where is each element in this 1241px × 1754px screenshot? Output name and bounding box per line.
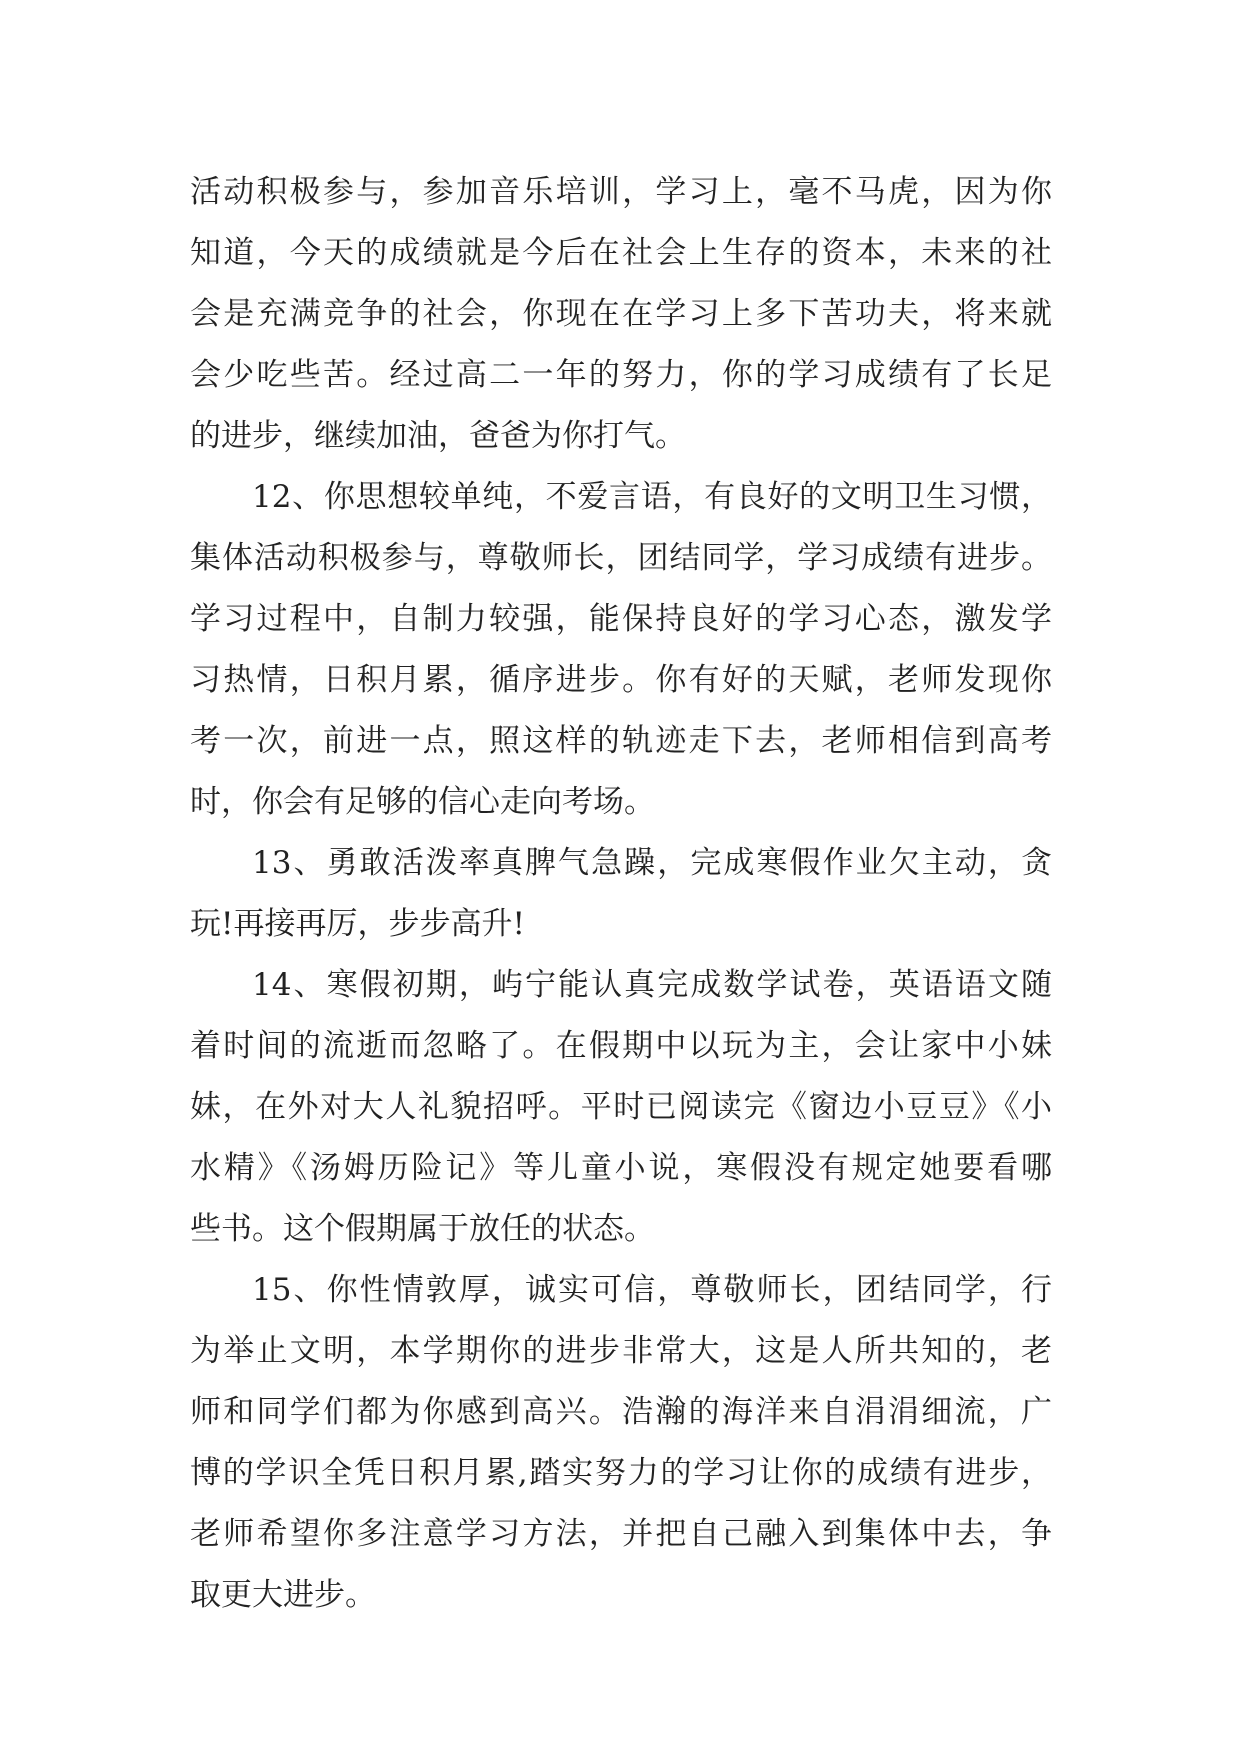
text-line: 老师希望你多注意学习方法，并把自己融入到集体中去，争 bbox=[190, 1516, 1052, 1552]
paragraph-continued bbox=[190, 162, 1052, 467]
text-line: 14、寒假初期，屿宁能认真完成数学试卷，英语语文随 bbox=[252, 967, 1052, 1003]
text-line: 会是充满竞争的社会，你现在在学习上多下苦功夫，将来就 bbox=[190, 296, 1052, 332]
text-line: 师和同学们都为你感到高兴。浩瀚的海洋来自涓涓细流，广 bbox=[190, 1394, 1052, 1430]
paragraph-14 bbox=[190, 955, 1052, 1260]
text-line: 习热情，日积月累，循序进步。你有好的天赋，老师发现你 bbox=[190, 662, 1052, 698]
document-body bbox=[190, 162, 1052, 1626]
paragraph-13 bbox=[190, 833, 1052, 955]
text-line: 的进步，继续加油，爸爸为你打气。 bbox=[190, 418, 686, 454]
text-line: 会少吃些苦。经过高二一年的努力，你的学习成绩有了长足 bbox=[190, 357, 1052, 393]
text-line: 13、勇敢活泼率真脾气急躁，完成寒假作业欠主动，贪 bbox=[252, 845, 1052, 881]
text-line: 博的学识全凭日积月累,踏实努力的学习让你的成绩有进步， bbox=[190, 1455, 1052, 1491]
text-line: 15、你性情敦厚，诚实可信，尊敬师长，团结同学，行 bbox=[252, 1272, 1052, 1308]
text-line: 水精》《汤姆历险记》等儿童小说，寒假没有规定她要看哪 bbox=[190, 1150, 1052, 1186]
text-line: 活动积极参与，参加音乐培训，学习上，毫不马虎，因为你 bbox=[190, 174, 1052, 210]
text-line: 时，你会有足够的信心走向考场。 bbox=[190, 784, 655, 820]
text-line: 妹，在外对大人礼貌招呼。平时已阅读完《窗边小豆豆》《小 bbox=[190, 1089, 1052, 1125]
text-line: 玩!再接再厉，步步高升! bbox=[190, 906, 525, 942]
text-line: 取更大进步。 bbox=[190, 1577, 376, 1613]
text-line: 学习过程中，自制力较强，能保持良好的学习心态，激发学 bbox=[190, 601, 1052, 637]
text-line: 12、你思想较单纯，不爱言语，有良好的文明卫生习惯， bbox=[252, 479, 1052, 515]
text-line: 知道，今天的成绩就是今后在社会上生存的资本，未来的社 bbox=[190, 235, 1052, 271]
text-line: 着时间的流逝而忽略了。在假期中以玩为主，会让家中小妹 bbox=[190, 1028, 1052, 1064]
text-line: 集体活动积极参与，尊敬师长，团结同学，学习成绩有进步。 bbox=[190, 540, 1052, 576]
paragraph-15 bbox=[190, 1260, 1052, 1626]
text-line: 考一次，前进一点，照这样的轨迹走下去，老师相信到高考 bbox=[190, 723, 1052, 759]
text-line: 些书。这个假期属于放任的状态。 bbox=[190, 1211, 655, 1247]
paragraph-12 bbox=[190, 467, 1052, 833]
text-line: 为举止文明，本学期你的进步非常大，这是人所共知的，老 bbox=[190, 1333, 1052, 1369]
